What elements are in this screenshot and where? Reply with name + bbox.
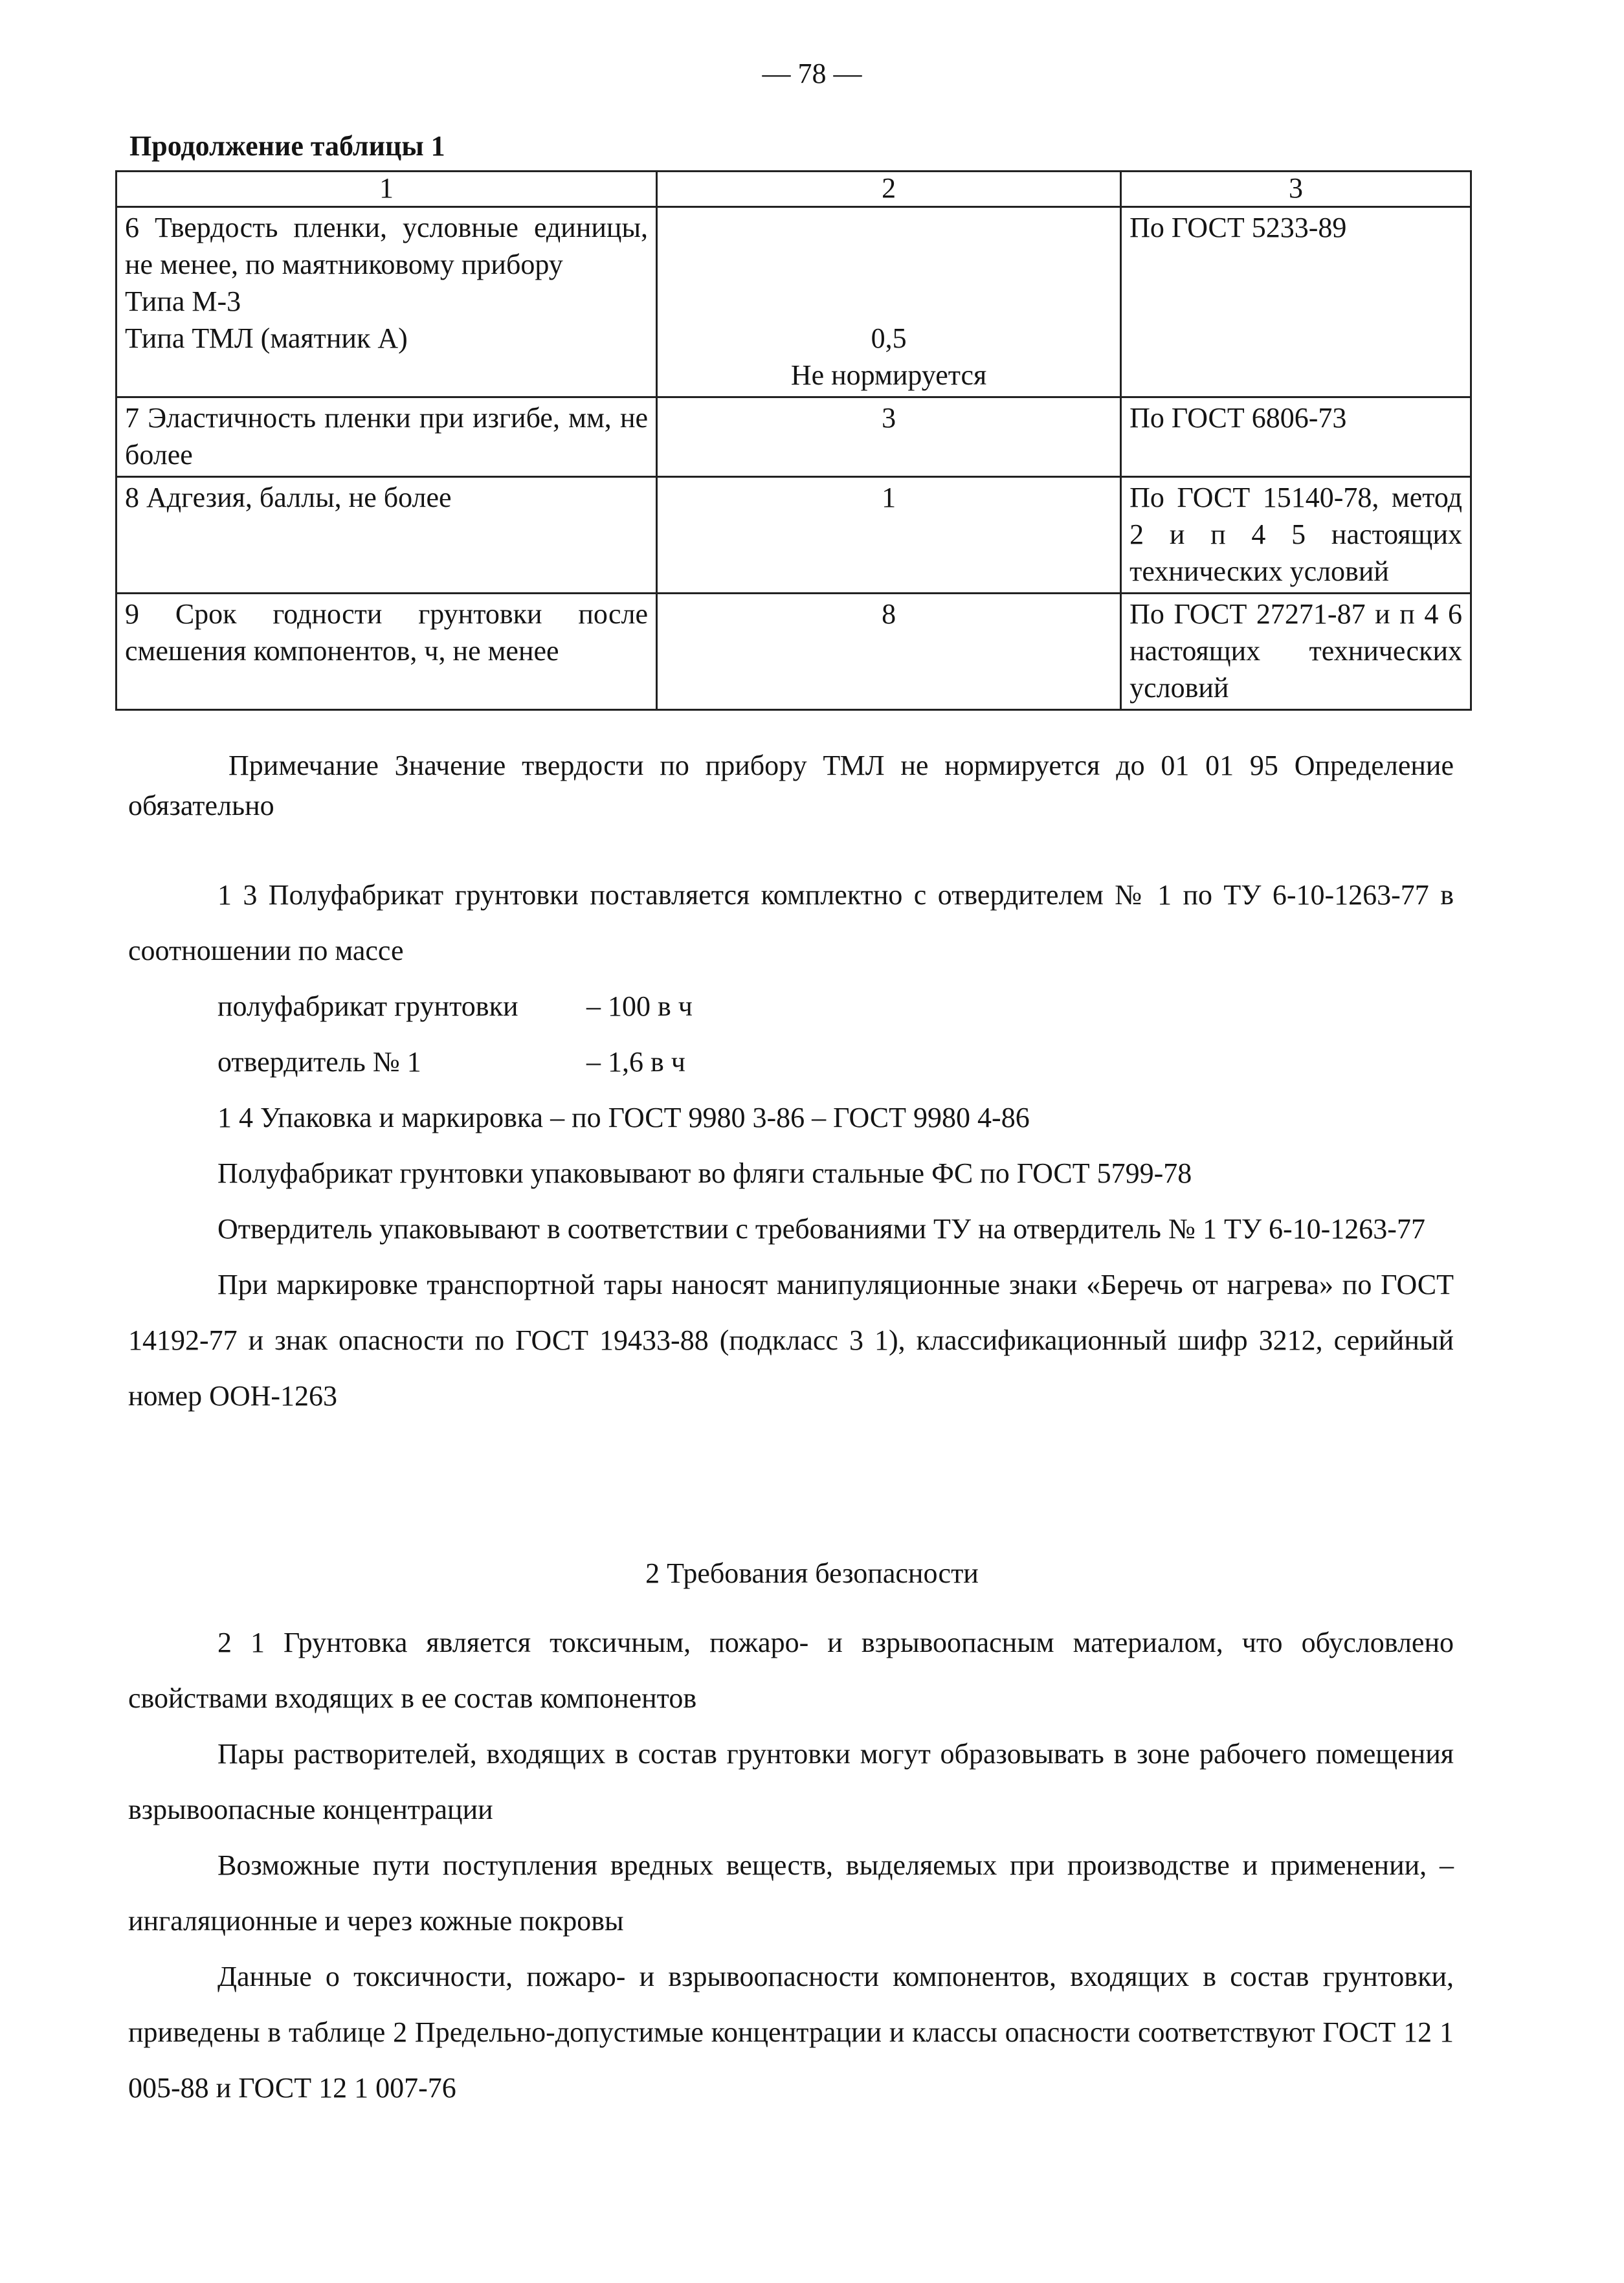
paragraph-toxicity-data: Данные о токсичности, пожаро- и взрывоопасности компонентов, входящих в состав грунтовки, приведены в таблице 2 Предельно-допустимые концентрации и классы опасности соответствуют ГОСТ 12 1 005-88 и ГОСТ 12 1 007-76 [128,1961,1454,2104]
page-number: — 78 — [762,58,862,89]
property-subitem: Типа ТМЛ (маятник А) [125,322,408,354]
paragraph-vapors: Пары растворителей, входящих в состав грунтовки могут образовывать в зоне рабочего помещения взрывоопасные концентрации [128,1738,1454,1825]
column-header-3: 3 [1121,172,1471,207]
property-subitem: Типа М-3 [125,285,241,317]
norm-value: 0,5 [871,322,907,354]
paragraph-1-3: 1 3 Полуфабрикат грунтовки поставляется комплектно с отвердителем № 1 по ТУ 6-10-1263-77 в соотношении по массе [128,879,1454,966]
method-cell: По ГОСТ 6806-73 [1121,397,1471,477]
table-caption: Продолжение таблицы 1 [129,130,445,162]
table-row [117,397,1471,477]
column-header-1: 1 [117,172,657,207]
table-row [117,207,1471,397]
paragraph-marking: При маркировке транспортной тары наносят манипуляционные знаки «Беречь от нагрева» по ГОСТ 14192-77 и знак опасности по ГОСТ 19433-88 (подкласс 3 1), классификационный шифр 3212, серийный номер ООН-1263 [128,1269,1454,1412]
section-1-continuation [128,867,1454,1424]
paragraph-exposure-routes: Возможные пути поступления вредных веществ, выделяемых при производстве и применении, – ингаляционные и через кожные покровы [128,1849,1454,1937]
ratio-component: отвердитель № 1 [217,1046,421,1078]
property-cell [117,207,657,397]
ratio-row [128,1034,1454,1090]
table-row [117,594,1471,710]
ratio-value: – 100 в ч [586,990,693,1022]
ratio-component: полуфабрикат грунтовки [217,990,518,1022]
property-cell: 7 Эластичность пленки при изгибе, мм, не более [117,397,657,477]
paragraph-packing-semi: Полуфабрикат грунтовки упаковывают во фляги стальные ФС по ГОСТ 5799-78 [217,1157,1192,1189]
ratio-value: – 1,6 в ч [586,1046,685,1078]
norm-cell: 1 [657,477,1121,594]
property-name: 6 Твердость пленки, условные единицы, не менее, по маятниковому прибору [125,212,649,280]
property-cell: 9 Срок годности грунтовки после смешения компонентов, ч, не менее [117,594,657,710]
table-note-block [128,746,1454,826]
table-note: Примечание Значение твердости по прибору ТМЛ не нормируется до 01 01 95 Определение обязательно [128,750,1454,821]
property-cell: 8 Адгезия, баллы, не более [117,477,657,594]
ratio-row [128,979,1454,1034]
method-cell: По ГОСТ 27271-87 и п 4 6 настоящих технических условий [1121,594,1471,710]
spec-table [115,170,1472,711]
paragraph-1-4: 1 4 Упаковка и маркировка – по ГОСТ 9980 3-86 – ГОСТ 9980 4-86 [217,1102,1030,1133]
norm-cell: 3 [657,397,1121,477]
norm-cell [657,207,1121,397]
paragraph-2-1: 2 1 Грунтовка является токсичным, пожаро- и взрывоопасным материалом, что обусловлено свойствами входящих в ее состав компонентов [128,1627,1454,1714]
norm-cell: 8 [657,594,1121,710]
section-2-body [128,1615,1454,2116]
section-2-title: 2 Требования безопасности [645,1557,979,1589]
method-cell: По ГОСТ 5233-89 [1121,207,1471,397]
paragraph-packing-hardener: Отвердитель упаковывают в соответствии с требованиями ТУ на отвердитель № 1 ТУ 6-10-1263-77 [217,1213,1425,1245]
table-header-row [117,172,1471,207]
table-row [117,477,1471,594]
column-header-2: 2 [657,172,1121,207]
method-cell: По ГОСТ 15140-78, метод 2 и п 4 5 настоящих технических условий [1121,477,1471,594]
norm-value: Не нормируется [790,359,987,391]
